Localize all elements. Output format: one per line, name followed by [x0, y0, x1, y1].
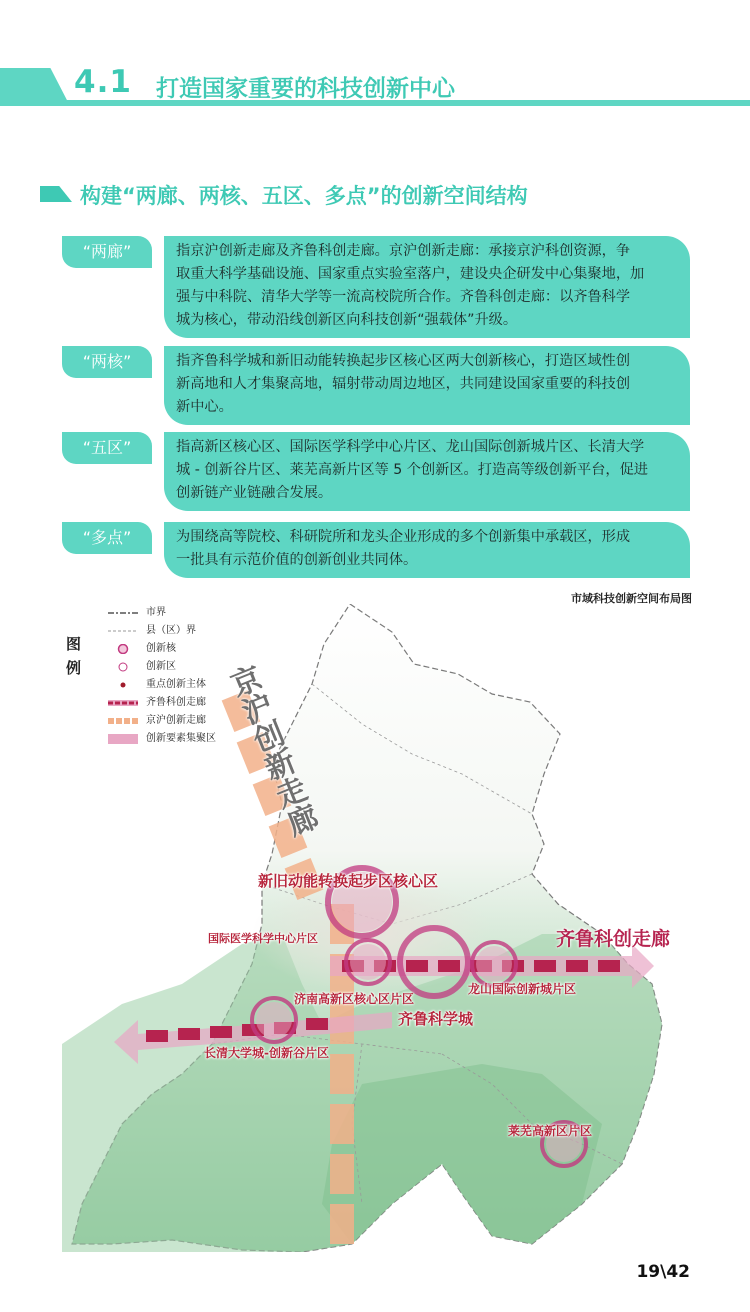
legend-label: 县（区）界: [146, 625, 196, 636]
legend-label: 市界: [146, 607, 166, 618]
term-line: 新高地和人才集聚高地，辐射带动周边地区，共同建设国家重要的科技创: [176, 376, 631, 392]
term-line: 指京沪创新走廊及齐鲁科创走廊。京沪创新走廊：承接京沪科创资源，争: [176, 243, 631, 259]
legend-heading: 图例: [66, 635, 82, 677]
term-tag: “多点”: [62, 522, 152, 554]
term-tag: “五区”: [62, 432, 152, 464]
city-boundary-symbol: [108, 608, 138, 618]
cluster-area-symbol: [108, 734, 138, 744]
legend-label: 创新要素集聚区: [146, 733, 216, 744]
page-number: 19\42: [636, 1262, 690, 1282]
term-line: 一批具有示范价值的创新创业共同体。: [176, 552, 418, 568]
jinghu-corridor-symbol: [108, 716, 138, 726]
qilu-science-city-label: 齐鲁科学城: [398, 1010, 474, 1028]
term-tag: “两廊”: [62, 236, 152, 268]
laiwu-label: 莱芜高新区片区: [508, 1124, 593, 1138]
longshan-label: 龙山国际创新城片区: [468, 982, 577, 996]
legend-label: 重点创新主体: [146, 679, 206, 690]
term-description: [164, 522, 690, 578]
term-line: 为围绕高等院校、科研院所和龙头企业形成的多个创新集中承载区，形成: [176, 529, 631, 545]
header-tab-shape: [0, 68, 70, 106]
term-line: 城 - 创新谷片区、莱芜高新片区等 5 个创新区。打造高等级创新平台，促进: [176, 462, 648, 478]
section-number: 4.1: [74, 64, 132, 100]
term-line: 创新链产业链融合发展。: [176, 485, 333, 501]
subsection-title: 构建“两廊、两核、五区、多点”的创新空间结构: [80, 184, 528, 208]
legend-label: 创新区: [146, 661, 176, 672]
term-line: 强与中科院、清华大学等一流高校院所合作。齐鲁科创走廊：以齐鲁科学: [176, 289, 631, 305]
changqing-label: 长清大学城-创新谷片区: [204, 1046, 329, 1060]
hightech-core-label: 济南高新区核心区片区: [294, 992, 415, 1006]
term-tag: “两核”: [62, 346, 152, 378]
section-title: 打造国家重要的科技创新中心: [156, 76, 455, 102]
legend-label: 京沪创新走廊: [146, 715, 206, 726]
term-line: 指齐鲁科学城和新旧动能转换起步区核心区两大创新核心，打造区域性创: [176, 353, 631, 369]
term-description: [164, 236, 690, 338]
medical-zone-label: 国际医学科学中心片区: [208, 932, 318, 945]
qilu-corridor-symbol: [108, 698, 138, 708]
map-caption: 市域科技创新空间布局图: [571, 592, 692, 605]
county-boundary-symbol: [108, 626, 138, 636]
term-description: [164, 432, 690, 511]
qilu-corridor-label: 齐鲁科创走廊: [556, 928, 671, 950]
innovation-core-symbol: [108, 644, 138, 654]
key-entity-symbol: [108, 680, 138, 690]
term-line: 指高新区核心区、国际医学科学中心片区、龙山国际创新城片区、长清大学: [176, 439, 645, 455]
core-new-old-label: 新旧动能转换起步区核心区: [258, 872, 439, 890]
subsection-marker: [40, 186, 72, 202]
legend-label: 齐鲁科创走廊: [146, 697, 206, 708]
term-line: 取重大科学基础设施、国家重点实验室落户，建设央企研发中心集聚地，加: [176, 266, 645, 282]
innovation-zone-symbol: [108, 662, 138, 672]
term-line: 城为核心，带动沿线创新区向科技创新“强载体”升级。: [176, 312, 518, 328]
term-line: 新中心。: [176, 399, 233, 415]
jinghu-corridor-label: 京沪创新走廊: [221, 661, 321, 842]
term-description: [164, 346, 690, 425]
legend-label: 创新核: [146, 643, 176, 654]
